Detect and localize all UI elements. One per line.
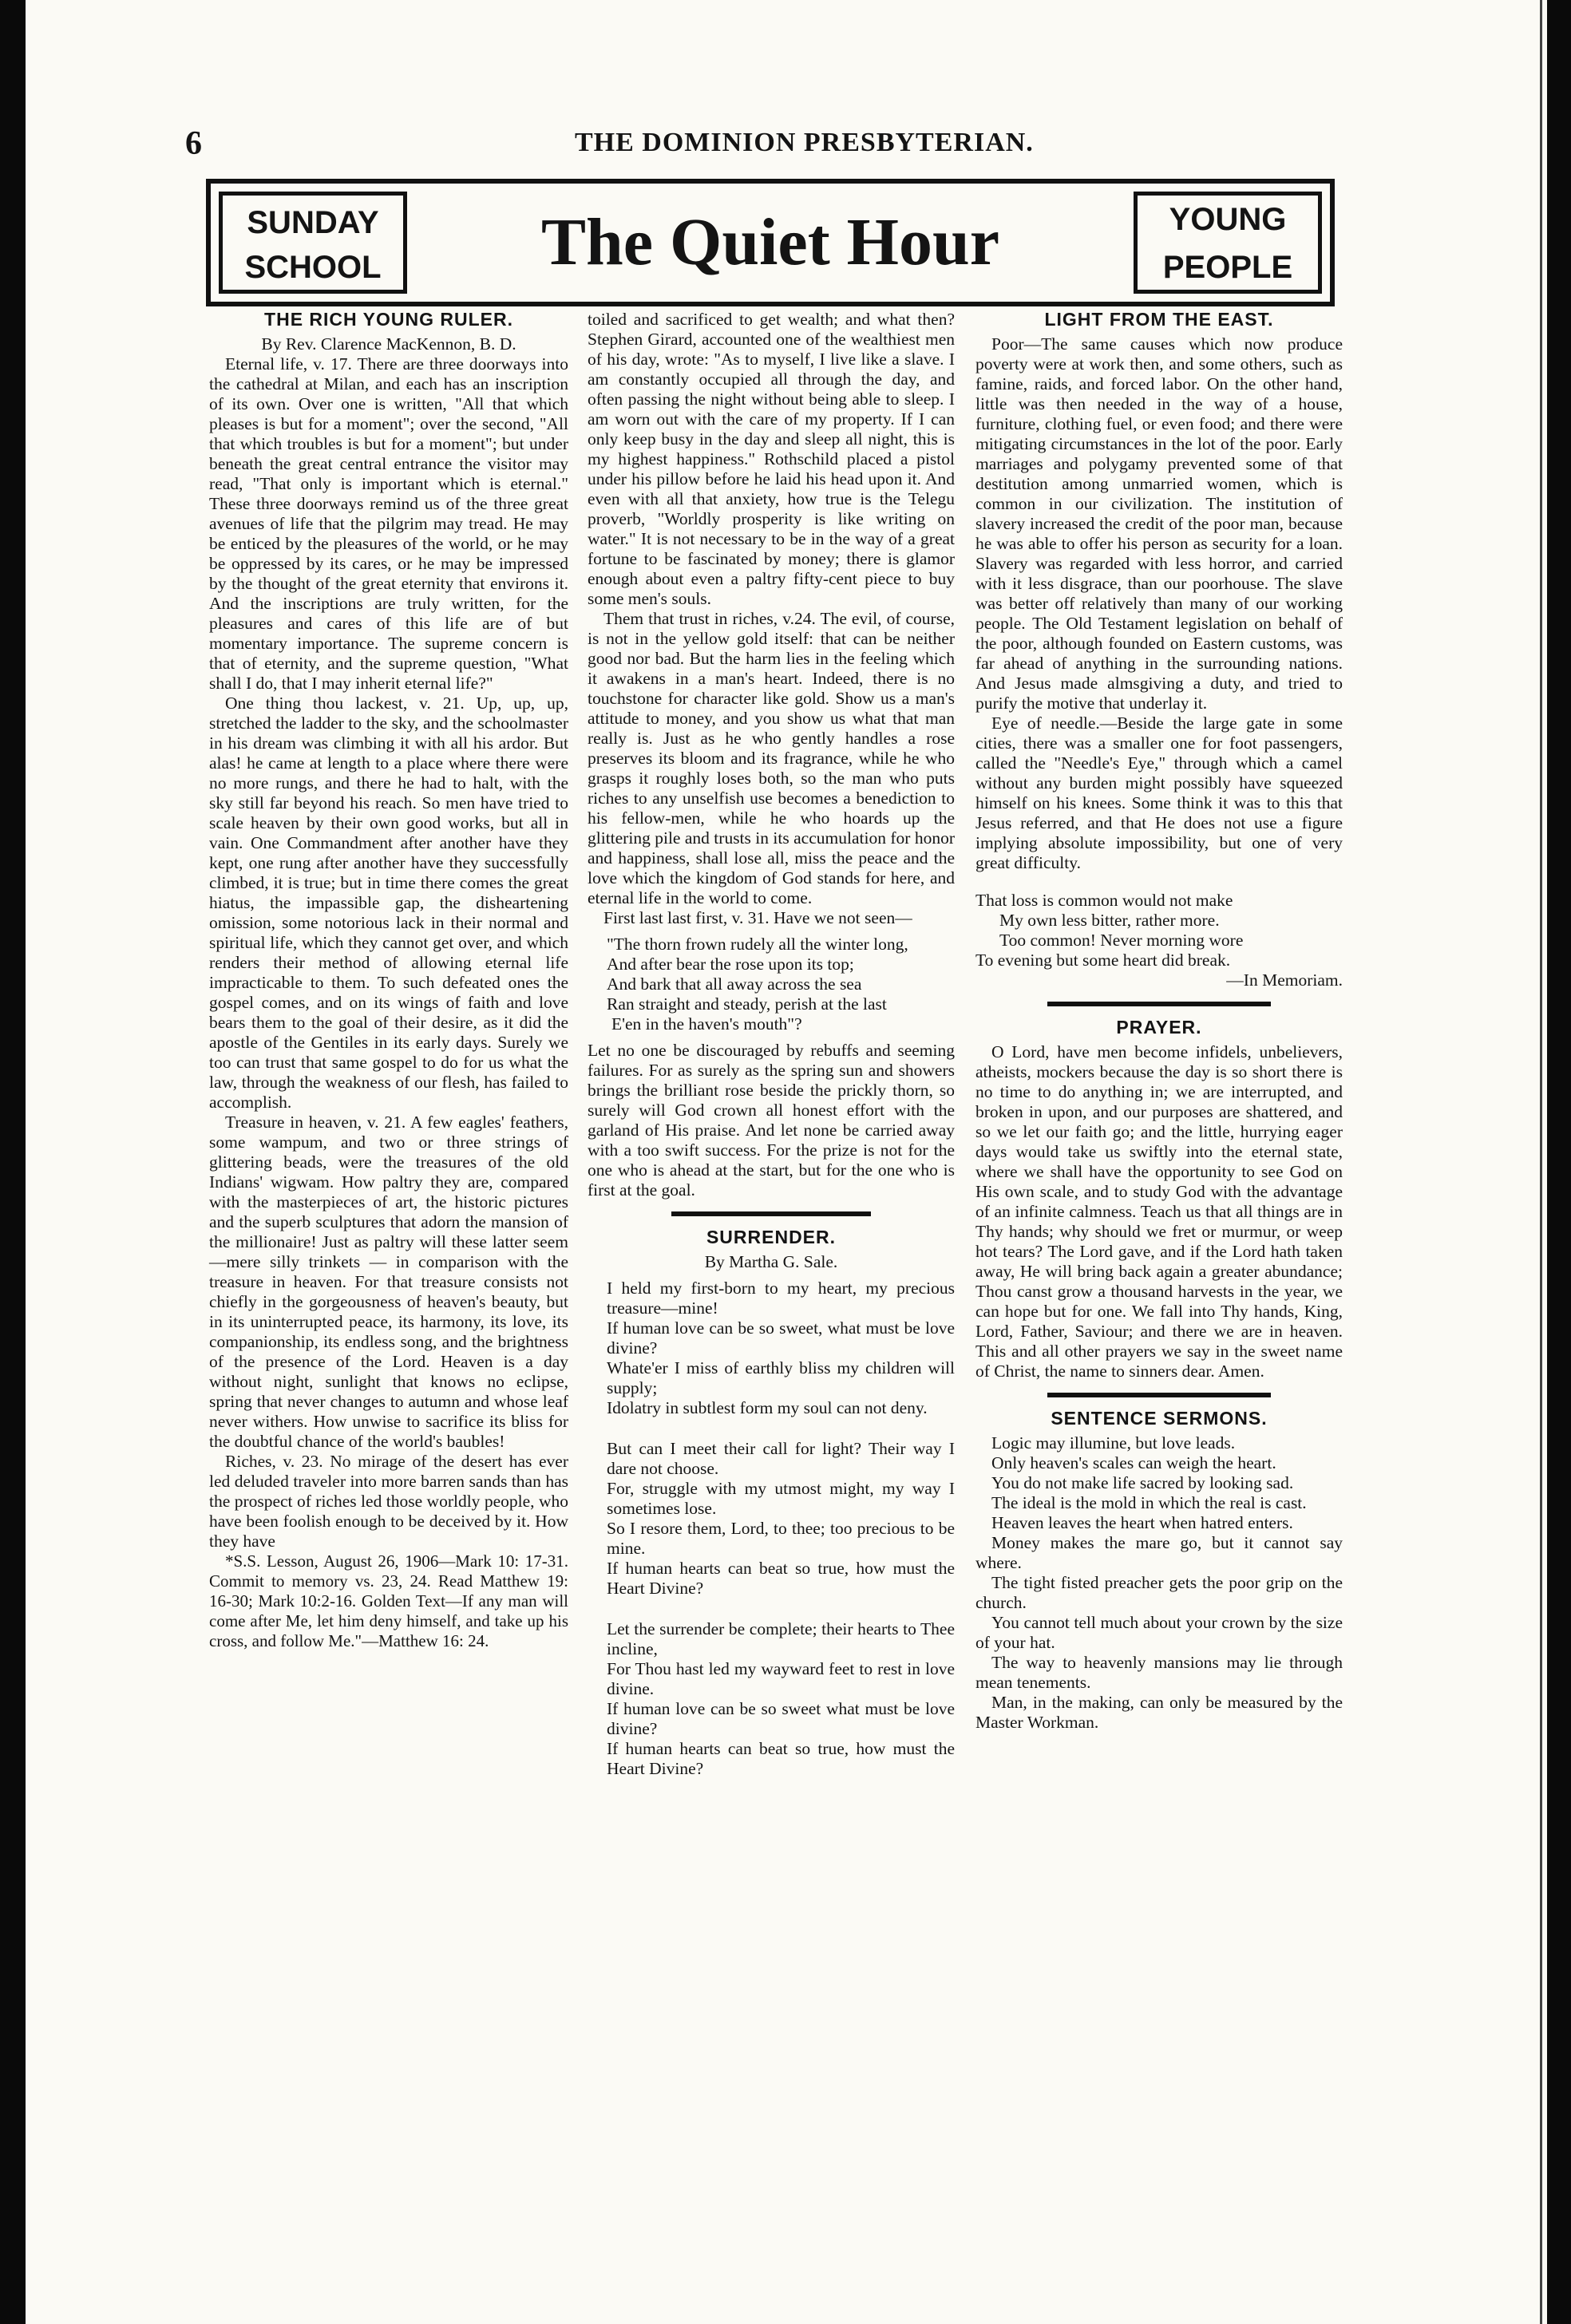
quoted-verse bbox=[975, 891, 1343, 990]
sermon-line: You do not make life sacred by looking sad. bbox=[991, 1473, 1294, 1492]
banner-left-line2: SCHOOL bbox=[244, 250, 382, 285]
verse-line: And bark that all away across the sea bbox=[607, 974, 862, 994]
sermon-line: The way to heavenly mansions may lie through mean tenements. bbox=[975, 1653, 1343, 1692]
poem-line: Let the surrender be complete; their hearts to Thee incline, bbox=[607, 1619, 955, 1658]
verse-line: And after bear the rose upon its top; bbox=[607, 955, 854, 974]
paragraph: Let no one be discouraged by rebuffs and seeming failures. For as surely as the spring sun and showers brings the brilliant rose beside the prickly thorn, so surely will God crown all honest effort with the garland of His praise. And let none be carried away with a too swift success. For the prize is not for the one who is ahead at the start, but for the one who is first at the goal. bbox=[588, 1041, 955, 1200]
poem-line: If human love can be so sweet, what must be love divine? bbox=[607, 1318, 955, 1358]
sermon-line: The tight fisted preacher gets the poor grip on the church. bbox=[975, 1573, 1343, 1612]
section-banner bbox=[206, 179, 1335, 306]
verse-line: My own less bitter, rather more. bbox=[999, 911, 1220, 930]
poem-stanza bbox=[588, 1619, 955, 1779]
poem-stanza bbox=[588, 1279, 955, 1418]
prayer-heading: PRAYER. bbox=[1116, 1017, 1202, 1038]
paragraph: Treasure in heaven, v. 21. A few eagles' feathers, some wampum, and two or three strings of glittering beads, were the treasures of the old Indians' wigwam. How paltry they are, compared with the masterpieces of art, the historic pictures and the superb sculptures that adorn the mansion of the millionaire! Just as paltry will these latter seem—mere silly trinkets — in comparison with the treasure in heaven. For that treasure consists not chiefly in the gorgeousness of heaven's beauty, but in its uninterrupted peace, its harmony, its love, its companionship, its endless song, and the brightness of the presence of the Lord. Heaven is a day without night, sunlight that knows no eclipse, spring that never changes to autumn and whose leaf never withers. How unwise to sacrifice its bliss for the doubtful chance of the world's baubles! bbox=[209, 1113, 568, 1451]
poem-line: If human hearts can beat so true, how must the Heart Divine? bbox=[607, 1739, 955, 1778]
paragraph: Them that trust in riches, v.24. The evil, of course, is not in the yellow gold itself: that can be neither good nor bad. But the harm lies in the feeling which it awakens in a man's heart. Indeed, there is no touchstone for character like gold. Show us a man's attitude to money, and you show us what that man really is. Just as he who gently handles a rose preserves its bloom and its fragrance, while he who grasps it roughly loses both, so the man who puts riches to any unselfish use becomes a benediction to his fellow-men, while he who hoards up the glittering pile and trusts in its accumulation for honor and happiness, shall lose all, miss the peace and the love which the kingdom of God stands for here, and eternal life in the world to come. bbox=[588, 609, 955, 907]
verse-line: "The thorn frown rudely all the winter long, bbox=[607, 935, 908, 954]
poem-line: Idolatry in subtlest form my soul can not deny. bbox=[607, 1398, 928, 1417]
sermon-line: Only heaven's scales can weigh the heart. bbox=[991, 1453, 1276, 1472]
verse-line: Ran straight and steady, perish at the last bbox=[607, 994, 887, 1014]
quoted-verse bbox=[588, 935, 955, 1034]
sermon-line: Man, in the making, can only be measured by the Master Workman. bbox=[975, 1693, 1343, 1732]
poem-line: If human love can be so sweet what must be love divine? bbox=[607, 1699, 955, 1738]
poem-byline: By Martha G. Sale. bbox=[704, 1252, 838, 1271]
page-number: 6 bbox=[185, 125, 202, 162]
verse-line: That loss is common would not make bbox=[975, 891, 1233, 910]
poem-line: If human hearts can beat so true, how must the Heart Divine? bbox=[607, 1559, 955, 1598]
paragraph: Riches, v. 23. No mirage of the desert has ever led deluded traveler into more barren sands than has the prospect of riches led those worldly people, who have been foolish enough to be deceived by it. How they have bbox=[209, 1452, 568, 1551]
section-rule bbox=[671, 1211, 871, 1216]
section-rule bbox=[1047, 1002, 1271, 1006]
sermon-line: Heaven leaves the heart when hatred enters. bbox=[991, 1513, 1293, 1532]
section-rule bbox=[1047, 1393, 1271, 1397]
poem-line: So I resore them, Lord, to thee; too precious to be mine. bbox=[607, 1519, 955, 1558]
sermon-line: Logic may illumine, but love leads. bbox=[991, 1433, 1236, 1452]
verse-source: —In Memoriam. bbox=[1226, 970, 1343, 990]
article-heading: LIGHT FROM THE EAST. bbox=[1044, 309, 1274, 330]
poem-line: For, struggle with my utmost might, my way I sometimes lose. bbox=[607, 1479, 955, 1518]
sermons-heading: SENTENCE SERMONS. bbox=[1051, 1408, 1268, 1429]
lesson-footnote: *S.S. Lesson, August 26, 1906—Mark 10: 17-31. Commit to memory vs. 23, 24. Read Matthew 19: 16-30; Mark 10:2-16. Golden Text—If any man will come after Me, let him deny himself, and take up his cross, and follow Me."—Matthew 16: 24. bbox=[209, 1551, 568, 1650]
column-3 bbox=[975, 310, 1343, 1733]
banner-title: The Quiet Hour bbox=[540, 205, 999, 279]
banner-right-line2: PEOPLE bbox=[1162, 250, 1293, 285]
byline: By Rev. Clarence MacKennon, B. D. bbox=[261, 334, 516, 354]
verse-line: Too common! Never morning wore bbox=[999, 931, 1244, 950]
paragraph: Poor—The same causes which now produce poverty were at work then, and some others, such as famine, raids, and forced labor. On the other hand, little was then needed in the way of a house, furniture, clothing fuel, or even food; and there were mitigating circumstances in the lot of the poor. Early marriages and polygamy prevented some of that destitution among unmarried women, which is common in our civilization. The institution of slavery increased the credit of the poor man, because he was able to offer his person as security for a loan. Slavery was regarded with less horror, and carried with it less disgrace, than our poorhouse. The slave was better off relatively than many of our working people. The Old Testament legislation on behalf of the poor, although founded on Eastern customs, was far ahead of anything in the surrounding nations. And Jesus made almsgiving a duty, and tried to purify the motive that underlay it. bbox=[975, 334, 1343, 713]
poem-line: But can I meet their call for light? Their way I dare not choose. bbox=[607, 1439, 955, 1478]
paragraph: One thing thou lackest, v. 21. Up, up, up, stretched the ladder to the sky, and the schoolmaster in his dream was climbing it with all his ardor. But alas! he came at length to a place where there were no more rungs, and there he had to halt, with the sky still far beyond his reach. So men have tried to scale heaven by their own good works, but all in vain. One Commandment after another have they kept, one rung after another have they successfully climbed, it is true; but in time there comes the great hiatus, the impassible gap, the disheartening omission, some notorious lack in their normal and spiritual life, which they cannot get over, and which renders their method of allowing eternal life impracticable to them. To such defeated ones the gospel comes, and on its wings of faith and love bears them to the goal of their desire, as it did the apostle of the Gentiles in its early days. Surely we too can trust that same gospel to do for us what the law, through the weakness of our flesh, has failed to accomplish. bbox=[209, 694, 568, 1112]
column-2 bbox=[588, 310, 955, 1785]
article-heading: THE RICH YOUNG RULER. bbox=[264, 309, 513, 330]
poem-stanza bbox=[588, 1439, 955, 1599]
scan-edge-line bbox=[1540, 0, 1542, 2324]
young-people-box bbox=[1134, 192, 1322, 294]
running-head: THE DOMINION PRESBYTERIAN. bbox=[575, 128, 1034, 157]
prayer-text: O Lord, have men become infidels, unbelievers, atheists, mockers because the day is so short there is no time to do anything in; we are interrupted, and broken in upon, and our purposes are shattered, and so we let our faith go; and the little, hurrying eager days would take us swiftly into the eternal state, where we shall have the opportunity to see God on His own scale, and to study God with the advantage of an infinite calmness. Teach us that all things are in Thy hands; why should we fret or murmur, or weep hot tears? The Lord gave, and if the Lord hath taken away, He will bring back again a greater abundance; Thou canst grow a thousand harvests in the year, we can hope but for one. We fall into Thy hands, King, Lord, Father, Saviour; and there we are in heaven. This and all other prayers we say in the sweet name of Christ, the name to sinners dear. Amen. bbox=[975, 1042, 1343, 1381]
sermon-line: The ideal is the mold in which the real is cast. bbox=[991, 1493, 1307, 1512]
sermon-line: You cannot tell much about your crown by the size of your hat. bbox=[975, 1613, 1343, 1652]
paragraph: Eternal life, v. 17. There are three doorways into the cathedral at Milan, and each has an inscription of its own. Over one is written, "All that which pleases is but for a moment"; over the second, "All that which troubles is but for a moment"; but under beneath the great central entrance the visitor may read, "That only is important which is eternal." These three doorways remind us of the three great avenues of life that the pilgrim may tread. He may be enticed by the pleasures of the world, or he may be oppressed by its cares, or he may be impressed by the thought of the great eternity that environs it. And the inscriptions are truly written, for the pleasures and cares of this life are of but momentary importance. The supreme concern is that of eternity, and the supreme question, "What shall I do, that I may inherit eternal life?" bbox=[209, 354, 568, 693]
verse-line: E'en in the haven's mouth"? bbox=[611, 1014, 802, 1034]
scan-edge-left bbox=[0, 0, 26, 2324]
poem-line: I held my first-born to my heart, my precious treasure—mine! bbox=[607, 1279, 955, 1318]
banner-right-line1: YOUNG bbox=[1169, 202, 1287, 237]
sunday-school-box bbox=[219, 192, 407, 294]
banner-left-line1: SUNDAY bbox=[247, 205, 379, 240]
scan-edge-right bbox=[1547, 0, 1571, 2324]
paragraph: toiled and sacrificed to get wealth; and what then? Stephen Girard, accounted one of the wealthiest men of his day, wrote: "As to myself, I live like a slave. I am constantly occupied all through the day, and often passing the night without being able to sleep. I am worn out with the care of my property. If I can only keep busy in the day and sleep all night, this is my highest happiness." Rothschild placed a pistol under his pillow before he laid his head upon it. And even with all that anxiety, how true is the Telegu proverb, "Worldly prosperity is like writing on water." It is not necessary to be in the way of a great fortune to be fascinated by money; there is glamor enough about even a paltry fifty-cent piece to buy some men's souls. bbox=[588, 310, 955, 608]
poem-heading: SURRENDER. bbox=[706, 1227, 837, 1247]
column-1 bbox=[209, 310, 568, 1651]
paragraph: First last last first, v. 31. Have we not seen— bbox=[603, 908, 912, 927]
verse-line: To evening but some heart did break. bbox=[975, 951, 1231, 970]
poem-line: For Thou hast led my wayward feet to rest in love divine. bbox=[607, 1659, 955, 1698]
paragraph: Eye of needle.—Beside the large gate in some cities, there was a smaller one for foot passengers, called the "Needle's Eye," through which a camel without any burden might possibly have squeezed himself on his knees. Some think it was to this that Jesus referred, and that He does not use a figure implying absolute impossibility, but one of very great difficulty. bbox=[975, 713, 1343, 872]
sermon-line: Money makes the mare go, but it cannot say where. bbox=[975, 1533, 1343, 1572]
poem-line: Whate'er I miss of earthly bliss my children will supply; bbox=[607, 1358, 955, 1397]
